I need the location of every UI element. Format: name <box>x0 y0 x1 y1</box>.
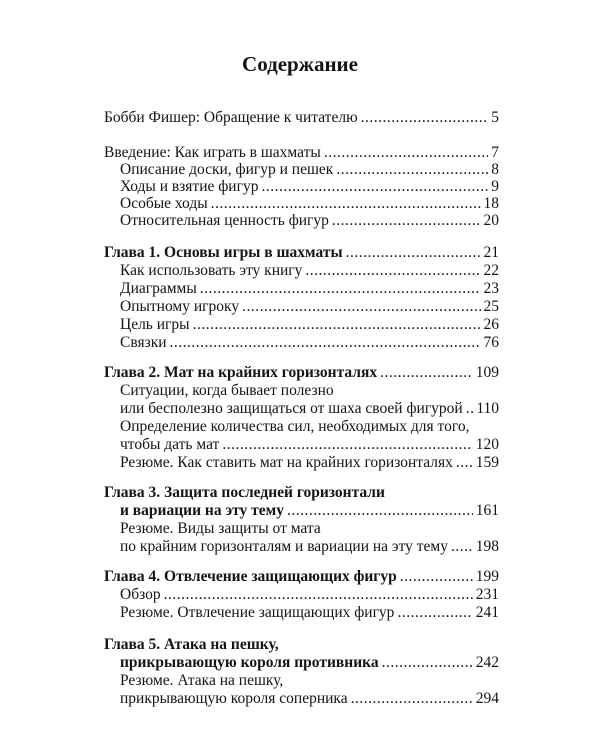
toc-page-number: 76 <box>483 334 499 351</box>
toc-page-number: 241 <box>475 604 499 621</box>
toc-page-number: 199 <box>475 568 499 585</box>
toc-entry-text: Цель игры <box>120 316 190 333</box>
toc-entry-text: по крайним горизонталям и вариации на эту тему <box>120 538 448 555</box>
toc-page-number: 22 <box>483 262 499 279</box>
toc-entry-text: Глава 4. Отвлечение защищающих фигур <box>104 568 397 585</box>
leader-dots <box>361 107 489 129</box>
toc-entry-text: Относительная ценность фигур <box>120 212 329 229</box>
toc-entry-text: Связки <box>120 334 167 351</box>
toc-entry-text: Глава 2. Мат на крайних горизонталях <box>104 364 378 381</box>
leader-dots <box>170 332 481 354</box>
toc-page-number: 9 <box>491 178 499 195</box>
toc-entry-text: прикрывающую короля противника <box>120 654 379 671</box>
toc-entry-text: Опытному игроку <box>120 298 240 315</box>
toc-entry-text: или бесполезно защищаться от шаха своей фигурой <box>120 400 463 417</box>
toc-entry-text: прикрывающую короля соперника <box>120 690 348 707</box>
toc-entry-text: Обзор <box>120 586 161 603</box>
toc-page-number: 109 <box>475 364 499 381</box>
toc-page-number: 8 <box>491 161 499 178</box>
toc-entry-text: Глава 1. Основы игры в шахматы <box>104 244 343 261</box>
toc-page-number: 242 <box>475 654 499 671</box>
leader-dots <box>351 688 473 710</box>
toc-page-number: 26 <box>483 316 499 333</box>
toc-entry-text: Глава 3. Защита последней горизонтали <box>104 484 385 501</box>
toc-entry-text: Резюме. Виды защиты от мата <box>120 520 321 537</box>
toc-page-number: 231 <box>475 586 499 603</box>
toc-entry[interactable] <box>0 107 600 129</box>
toc-entry[interactable] <box>0 210 600 232</box>
toc-page-number: 198 <box>475 538 499 555</box>
leader-dots <box>451 536 473 558</box>
leader-dots <box>397 602 472 624</box>
toc-entry-text: Бобби Фишер: Обращение к читателю <box>104 109 358 126</box>
toc-entry[interactable] <box>0 452 600 474</box>
toc-page-number: 20 <box>483 212 499 229</box>
toc-page-number: 23 <box>483 280 499 297</box>
page-title: Содержание <box>242 52 358 76</box>
toc-page-number: 161 <box>475 502 499 519</box>
toc-entry[interactable] <box>0 332 600 354</box>
toc-entry-text: Глава 5. Атака на пешку, <box>104 636 279 653</box>
toc-entry-text: Ситуации, когда бывает полезно <box>120 382 334 399</box>
toc-entry-text: Диаграммы <box>120 280 197 297</box>
toc-page-number: 25 <box>483 298 499 315</box>
toc-entry[interactable] <box>0 688 600 710</box>
toc-page-number: 120 <box>475 436 499 453</box>
toc-page-number: 5 <box>491 109 499 126</box>
toc-page-number: 110 <box>476 400 499 417</box>
leader-dots <box>332 210 481 232</box>
toc-entry-text: Определение количества сил, необходимых для того, <box>120 418 470 435</box>
leader-dots <box>456 452 473 474</box>
toc-entry[interactable] <box>0 602 600 624</box>
toc-entry-text: и вариации на эту тему <box>120 502 284 519</box>
toc-entry-text: Как использовать эту книгу <box>120 262 303 279</box>
toc-entry-text: чтобы дать мат <box>120 436 220 453</box>
toc-page-number: 159 <box>475 454 499 471</box>
toc-page-number: 21 <box>483 244 499 261</box>
toc-entry[interactable] <box>0 536 600 558</box>
toc-entry-text: Описание доски, фигур и пешек <box>120 161 334 178</box>
toc-entry-text: Резюме. Отвлечение защищающих фигур <box>120 604 395 621</box>
toc-entry-text: Резюме. Атака на пешку, <box>120 672 284 689</box>
toc-page-number: 7 <box>491 144 499 161</box>
toc-entry-text: Резюме. Как ставить мат на крайних горизонталях <box>120 454 453 471</box>
toc-page-number: 294 <box>475 690 499 707</box>
toc-entry-text: Особые ходы <box>120 195 208 212</box>
toc-entry-text: Введение: Как играть в шахматы <box>104 144 321 161</box>
toc-entry-text: Ходы и взятие фигур <box>120 178 259 195</box>
toc-page-number: 18 <box>483 195 499 212</box>
